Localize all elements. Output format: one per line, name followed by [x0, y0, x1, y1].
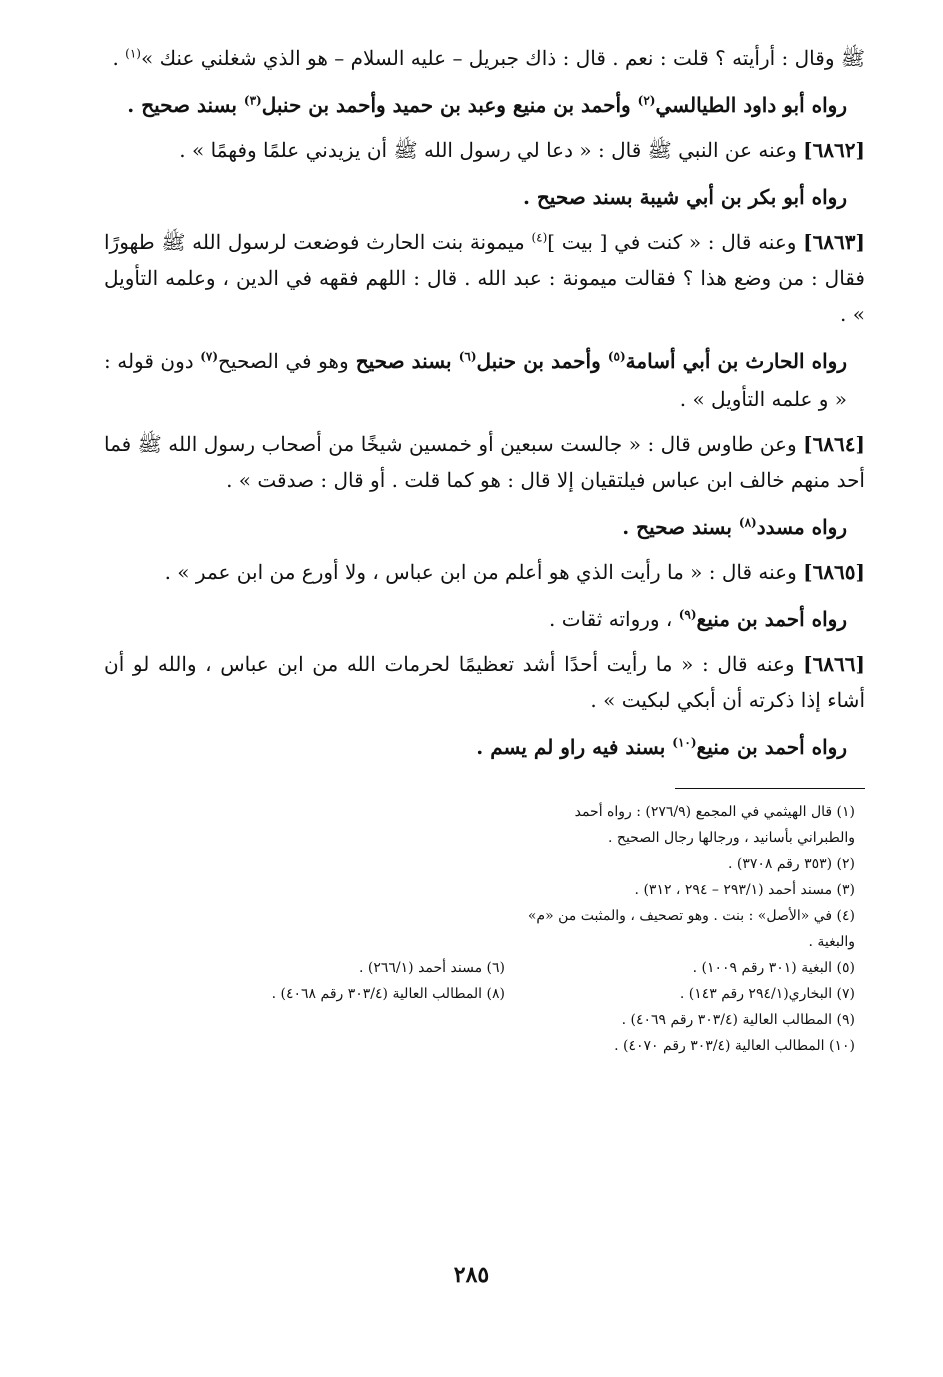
footnote-row: [104, 955, 865, 981]
text-segment: .: [112, 46, 126, 70]
text-segment: وهو في الصحيح: [218, 349, 349, 373]
footnote: (٣) مسند أحمد (٢٩٣/١ – ٢٩٤ ، ٣١٢) .: [634, 882, 855, 898]
hadith-entry: [104, 426, 865, 498]
footnote-ref: (٩): [678, 607, 697, 622]
text-segment: وعنه قال : « كنت في [ بيت ]: [547, 230, 804, 254]
footnote-row: [104, 799, 865, 851]
entry-number: [٦٨٦٤]: [803, 432, 865, 456]
footnote-ref: (٨): [738, 515, 757, 530]
text-segment: ميمونة بنت الحارث فوضعت لرسول الله ﷺ طهورًا فقال : من وضع هذا ؟ فقالت ميمونة : عبد الله . قال : اللهم فقهه في الدين ، وعلمه التأويل » .: [104, 230, 865, 326]
footnote: (١٠) المطالب العالية (٣٠٣/٤ رقم ٤٠٧٠) .: [614, 1038, 855, 1054]
entry-number: [٦٨٦٣]: [803, 230, 865, 254]
hadith-entry: [104, 554, 865, 590]
footnote: (٥) البغية (٣٠١ رقم ١٠٠٩) .: [692, 960, 855, 976]
text-segment: وعنه عن النبي ﷺ قال : « دعا لي رسول الله ﷺ أن يزيدني علمًا وفهمًا » .: [179, 138, 804, 162]
hadith-entry: [104, 132, 865, 168]
text-segment: رواه أحمد بن منيع: [696, 735, 847, 759]
source-line: [104, 508, 865, 546]
text-segment: بسند فيه راو لم يسم .: [476, 735, 673, 759]
footnote-ref: (٦): [458, 349, 477, 364]
hadith-entry: [104, 224, 865, 332]
source-line: [104, 178, 865, 216]
footnote-row: [104, 903, 865, 955]
footnote-ref: (٤): [531, 230, 548, 245]
footnote: (٧) البخاري(٢٩٤/١ رقم ١٤٣) .: [679, 986, 855, 1002]
footnote: (٩) المطالب العالية (٣٠٣/٤ رقم ٤٠٦٩) .: [621, 1012, 855, 1028]
entry-number: [٦٨٦٦]: [803, 652, 865, 676]
source-line: [104, 86, 865, 124]
text-segment: وأحمد بن منيع وعبد بن حميد وأحمد بن حنبل: [261, 93, 638, 117]
body-text: [104, 40, 865, 766]
footnote-ref: (١٠): [672, 735, 697, 750]
text-segment: ﷺ وقال : أرأيته ؟ قلت : نعم . قال : ذاك جبريل – عليه السلام – هو الذي شغلني عنك »: [140, 46, 865, 70]
footnote: (٦) مسند أحمد (٢٦٦/١) .: [359, 960, 505, 976]
footnote-row: [104, 981, 865, 1007]
footnote-row: [104, 1033, 865, 1059]
footnote-ref: (٢): [637, 93, 656, 108]
footnote-separator: [675, 788, 865, 789]
source-line: [104, 342, 865, 418]
text-segment: رواه أحمد بن منيع: [696, 607, 847, 631]
text-segment: رواه مسدد: [756, 515, 847, 539]
text-segment: وعن طاوس قال : « جالست سبعين أو خمسين شيخًا من أصحاب رسول الله ﷺ فما أحد منهم خالف ابن عباس فيلتقيان إلا قال : هو كما قلت . أو قال : صدقت » .: [104, 432, 865, 492]
text-segment: وأحمد بن حنبل: [476, 349, 608, 373]
text-paragraph: [104, 40, 865, 76]
text-segment: بسند صحيح .: [622, 515, 739, 539]
text-segment: رواه أبو داود الطيالسي: [655, 93, 847, 117]
text-segment: رواه أبو بكر بن أبي شيبة بسند صحيح .: [522, 185, 847, 209]
footnote-row: [104, 877, 865, 903]
text-segment: بسند صحيح: [348, 349, 459, 373]
text-segment: رواه الحارث بن أبي أسامة: [625, 349, 847, 373]
text-segment: بسند صحيح .: [127, 93, 244, 117]
footnote-row: [104, 851, 865, 877]
entry-number: [٦٨٦٢]: [803, 138, 865, 162]
text-segment: دون قوله : « و علمه التأويل » .: [104, 349, 847, 411]
text-segment: ، ورواته ثقات .: [549, 607, 679, 631]
page-number: ٢٨٥: [453, 1262, 490, 1288]
text-segment: وعنه قال : « ما رأيت أحدًا أشد تعظيمًا لحرمات الله من ابن عباس ، والله لو أن أشاء إذا ذكرته أن أبكي لبكيت » .: [104, 652, 865, 712]
text-segment: وعنه قال : « ما رأيت الذي هو أعلم من ابن عباس ، ولا أورع من ابن عمر » .: [164, 560, 804, 584]
footnote: (١) قال الهيثمي في المجمع (٢٧٦/٩) : رواه أحمد والطبراني بأسانيد ، ورجالها رجال الصحيح .: [574, 804, 855, 846]
footnote-ref: (٥): [607, 349, 626, 364]
footnote: (٤) في «الأصل» : بنت . وهو تصحيف ، والمثبت من «م» والبغية .: [527, 908, 855, 950]
hadith-entry: [104, 646, 865, 718]
entry-number: [٦٨٦٥]: [803, 560, 865, 584]
source-line: [104, 728, 865, 766]
footnotes: [104, 799, 865, 1059]
footnote: (٨) المطالب العالية (٣٠٣/٤ رقم ٤٠٦٨) .: [271, 986, 505, 1002]
footnote: (٢) (٣٥٣ رقم ٣٧٠٨) .: [727, 856, 855, 872]
footnote-ref: (٣): [243, 93, 262, 108]
footnote-ref: (١): [125, 46, 141, 61]
source-line: [104, 600, 865, 638]
footnote-row: [104, 1007, 865, 1033]
footnote-ref: (٧): [200, 349, 219, 364]
